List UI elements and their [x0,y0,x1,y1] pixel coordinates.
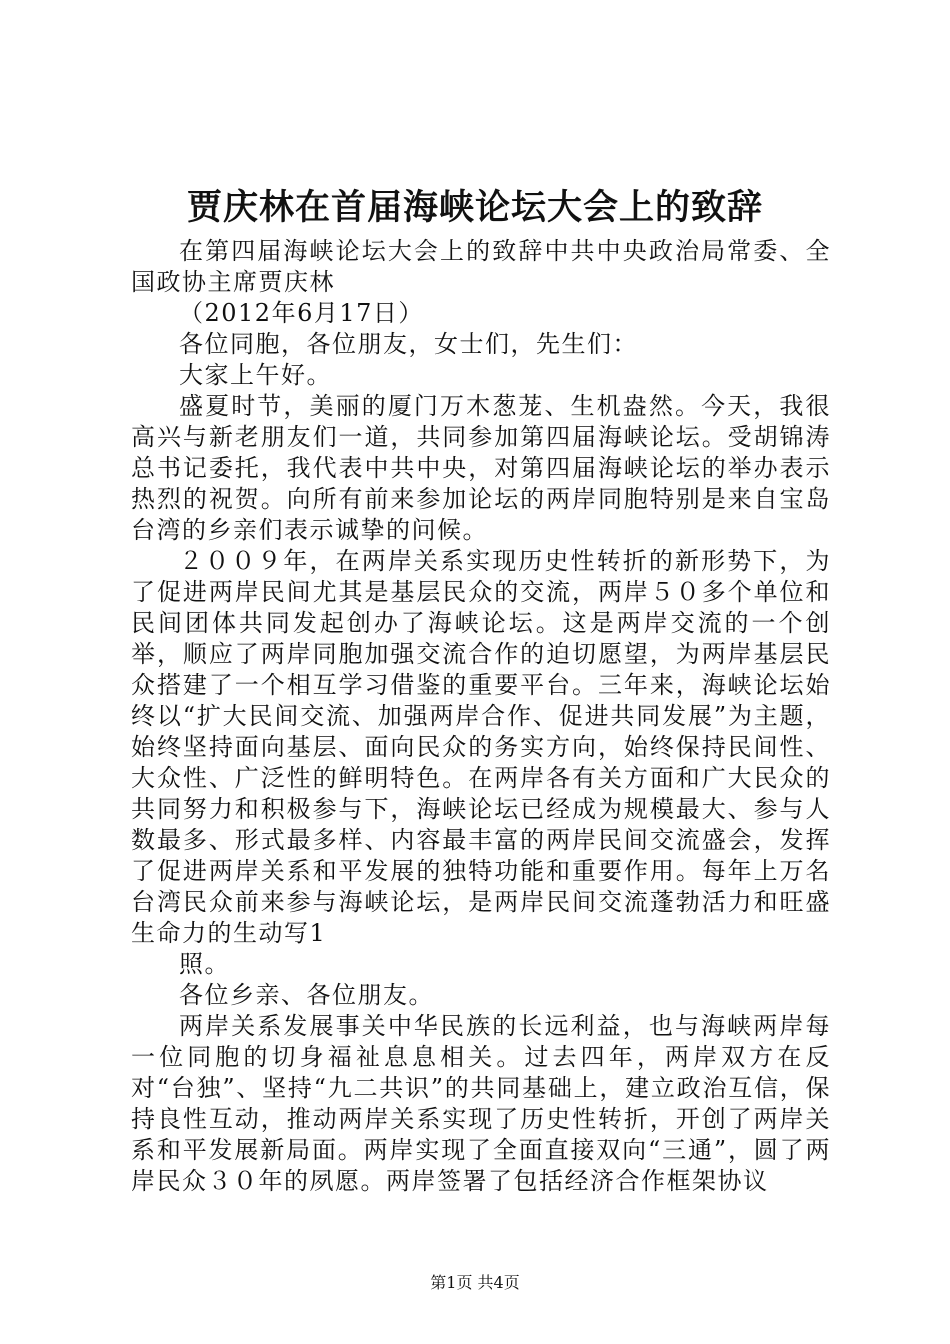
paragraph-body: 盛夏时节，美丽的厦门万木葱茏、生机盎然。今天，我很高兴与新老朋友们一道，共同参加第四届海峡论坛。受胡锦涛总书记委托，我代表中共中央，对第四届海峡论坛的举办表示热烈的祝贺。向所有前来参加论坛的两岸同胞特别是来自宝岛台湾的乡亲们表示诚挚的问候。 [131,392,831,544]
paragraph-body: ２００９年，在两岸关系实现历史性转折的新形势下，为了促进两岸民间尤其是基层民众的交流，两岸５０多个单位和民间团体共同发起创办了海峡论坛。这是两岸交流的一个创举，顺应了两岸同胞加强交流合作的迫切愿望，为两岸基层民众搭建了一个相互学习借鉴的重要平台。三年来，海峡论坛始终以“扩大民间交流、加强两岸合作、促进共同发展”为主题，始终坚持面向基层、面向民众的务实方向，始终保持民间性、大众性、广泛性的鲜明特色。在两岸各有关方面和广大民众的共同努力和积极参与下，海峡论坛已经成为规模最大、参与人数最多、形式最多样、内容最丰富的两岸民间交流盛会，发挥了促进两岸关系和平发展的独特功能和重要作用。每年上万名台湾民众前来参与海峡论坛，是两岸民间交流蓬勃活力和旺盛生命力的生动写1 [131,547,831,947]
document-body [131,236,831,1197]
paragraph-address: 各位乡亲、各位朋友。 [179,981,434,1009]
page-number-footer: 第1页 共4页 [430,1273,520,1292]
document-title: 贾庆林在首届海峡论坛大会上的致辞 [186,187,763,228]
paragraph-date: （2012年6月17日） [179,299,424,327]
paragraph-continuation: 照。 [179,950,230,978]
paragraph-body: 两岸关系发展事关中华民族的长远利益，也与海峡两岸每一位同胞的切身福祉息息相关。过去四年，两岸双方在反对“台独”、坚持“九二共识”的共同基础上，建立政治互信，保持良性互动，推动两岸关系实现了历史性转折，开创了两岸关系和平发展新局面。两岸实现了全面直接双向“三通”，圆了两岸民众３０年的夙愿。两岸签署了包括经济合作框架协议 [131,1012,831,1195]
paragraph-salutation: 各位同胞，各位朋友，女士们，先生们： [179,330,638,358]
paragraph-subtitle: 在第四届海峡论坛大会上的致辞中共中央政治局常委、全国政协主席贾庆林 [131,237,831,296]
paragraph-greeting: 大家上午好。 [179,361,332,389]
